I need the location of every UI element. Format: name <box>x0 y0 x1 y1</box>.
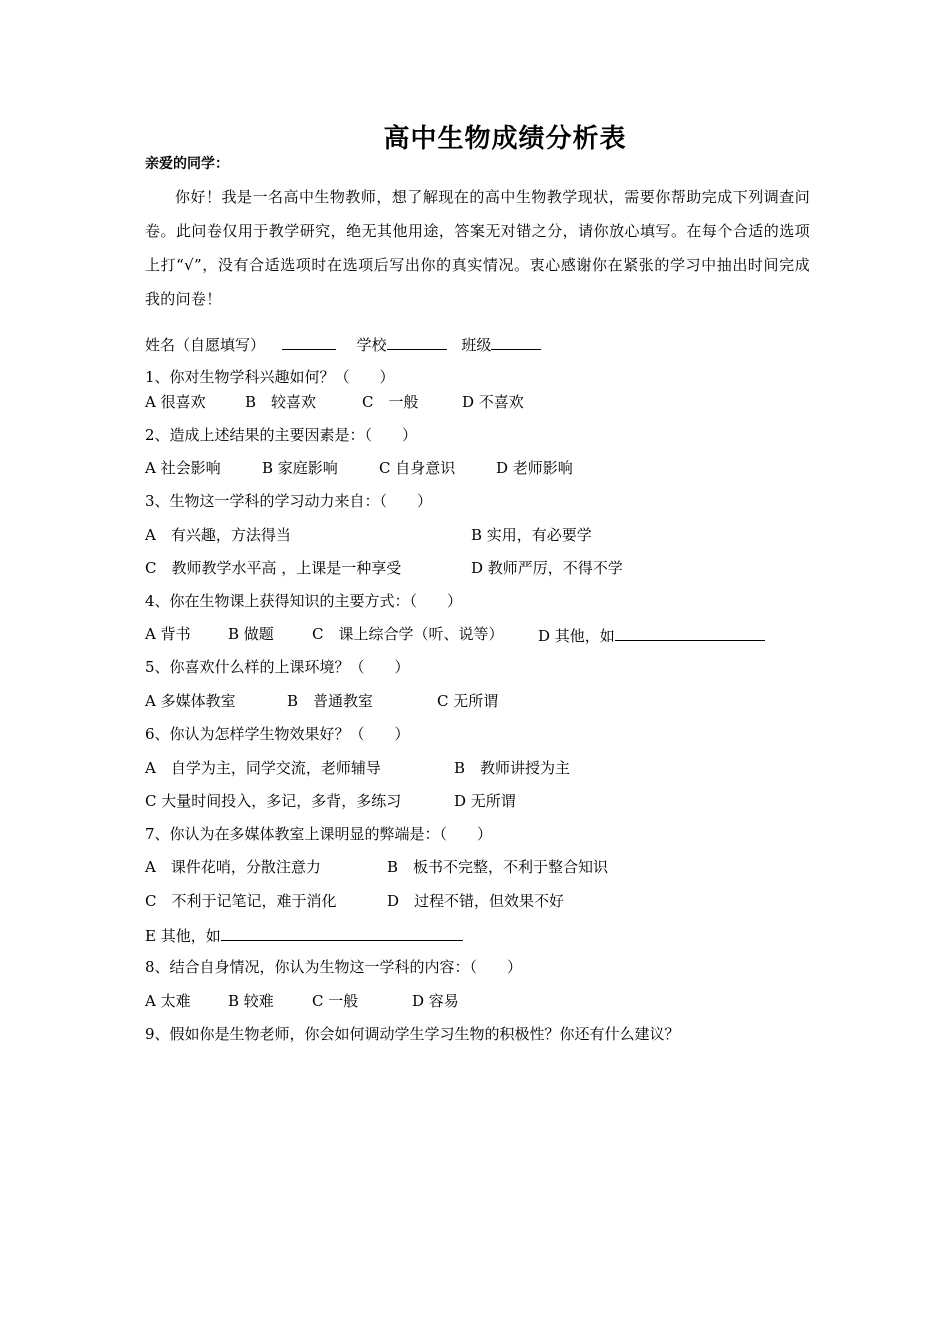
q6-option-b[interactable]: B 教师讲授为主 <box>454 759 571 777</box>
q4-option-d[interactable] <box>538 624 765 646</box>
name-blank[interactable] <box>282 333 336 350</box>
q1-option-c[interactable]: C 一般 <box>362 393 419 411</box>
name-label: 姓名（自愿填写） <box>145 336 266 354</box>
q4-option-c[interactable]: C 课上综合学（听、说等） <box>312 625 504 643</box>
q5-option-b[interactable]: B 普通教室 <box>287 692 374 710</box>
q8-option-b[interactable]: B 较难 <box>228 992 274 1010</box>
intro-paragraph: 你好！我是一名高中生物教师，想了解现在的高中生物教学现状，需要你帮助完成下列调查问卷。此问卷仅用于教学研究，绝无其他用途，答案无对错之分，请你放心填写。在每个合适的选项上打“√”，没有合适选项时在选项后写出你的真实情况。衷心感谢你在紧张的学习中抽出时间完成我的问卷！ <box>145 188 810 308</box>
q7-other-blank[interactable] <box>221 924 463 941</box>
q6-option-c[interactable]: C 大量时间投入，多记，多背，多练习 <box>145 792 402 810</box>
question-5: 5、你喜欢什么样的上课环境？（ ） <box>145 658 410 676</box>
page-title: 高中生物成绩分析表 <box>383 124 627 154</box>
q1-option-d[interactable]: D 不喜欢 <box>462 393 524 411</box>
question-2: 2、造成上述结果的主要因素是：（ ） <box>145 426 418 444</box>
question-7: 7、你认为在多媒体教室上课明显的弊端是：（ ） <box>145 825 493 843</box>
greeting: 亲爱的同学： <box>145 156 229 172</box>
q4-option-a[interactable]: A 背书 <box>145 625 191 643</box>
q4-other-blank[interactable] <box>615 624 765 641</box>
info-row <box>145 333 541 355</box>
question-9: 9、假如你是生物老师，你会如何调动学生学习生物的积极性？你还有什么建议？ <box>145 1025 680 1043</box>
q7-option-e-label: E 其他，如 <box>145 927 221 945</box>
q7-option-e[interactable] <box>145 924 463 946</box>
q1-option-a[interactable]: A 很喜欢 <box>145 393 206 411</box>
class-label: 班级 <box>461 336 492 354</box>
class-blank[interactable] <box>491 333 541 350</box>
question-8: 8、结合自身情况，你认为生物这一学科的内容：（ ） <box>145 958 523 976</box>
school-blank[interactable] <box>387 333 447 350</box>
school-label: 学校 <box>356 336 387 354</box>
q8-option-d[interactable]: D 容易 <box>412 992 459 1010</box>
question-1: 1、你对生物学科兴趣如何？（ ） <box>145 368 395 386</box>
q5-option-a[interactable]: A 多媒体教室 <box>145 692 236 710</box>
q8-option-c[interactable]: C 一般 <box>312 992 359 1010</box>
q7-option-c[interactable]: C 不利于记笔记，难于消化 <box>145 892 337 910</box>
q3-option-d[interactable]: D 教师严厉，不得不学 <box>471 559 623 577</box>
q7-option-a[interactable]: A 课件花哨，分散注意力 <box>145 858 321 876</box>
question-3: 3、生物这一学科的学习动力来自：（ ） <box>145 492 433 510</box>
q2-option-a[interactable]: A 社会影响 <box>145 459 221 477</box>
q7-option-b[interactable]: B 板书不完整，不利于整合知识 <box>387 858 609 876</box>
question-6: 6、你认为怎样学生物效果好？（ ） <box>145 725 410 743</box>
q3-option-c[interactable]: C 教师教学水平高 ，上课是一种享受 <box>145 559 402 577</box>
q3-option-a[interactable]: A 有兴趣，方法得当 <box>145 526 291 544</box>
q6-option-d[interactable]: D 无所谓 <box>454 792 516 810</box>
q7-option-d[interactable]: D 过程不错，但效果不好 <box>387 892 565 910</box>
q2-option-b[interactable]: B 家庭影响 <box>262 459 338 477</box>
q3-option-b[interactable]: B 实用，有必要学 <box>471 526 592 544</box>
q1-option-b[interactable]: B 较喜欢 <box>245 393 317 411</box>
q4-option-d-label: D 其他，如 <box>538 627 615 645</box>
q6-option-a[interactable]: A 自学为主，同学交流，老师辅导 <box>145 759 381 777</box>
q2-option-c[interactable]: C 自身意识 <box>379 459 456 477</box>
q5-option-c[interactable]: C 无所谓 <box>437 692 499 710</box>
q8-option-a[interactable]: A 太难 <box>145 992 191 1010</box>
q4-option-b[interactable]: B 做题 <box>228 625 274 643</box>
q2-option-d[interactable]: D 老师影响 <box>496 459 573 477</box>
question-4: 4、你在生物课上获得知识的主要方式：（ ） <box>145 592 463 610</box>
